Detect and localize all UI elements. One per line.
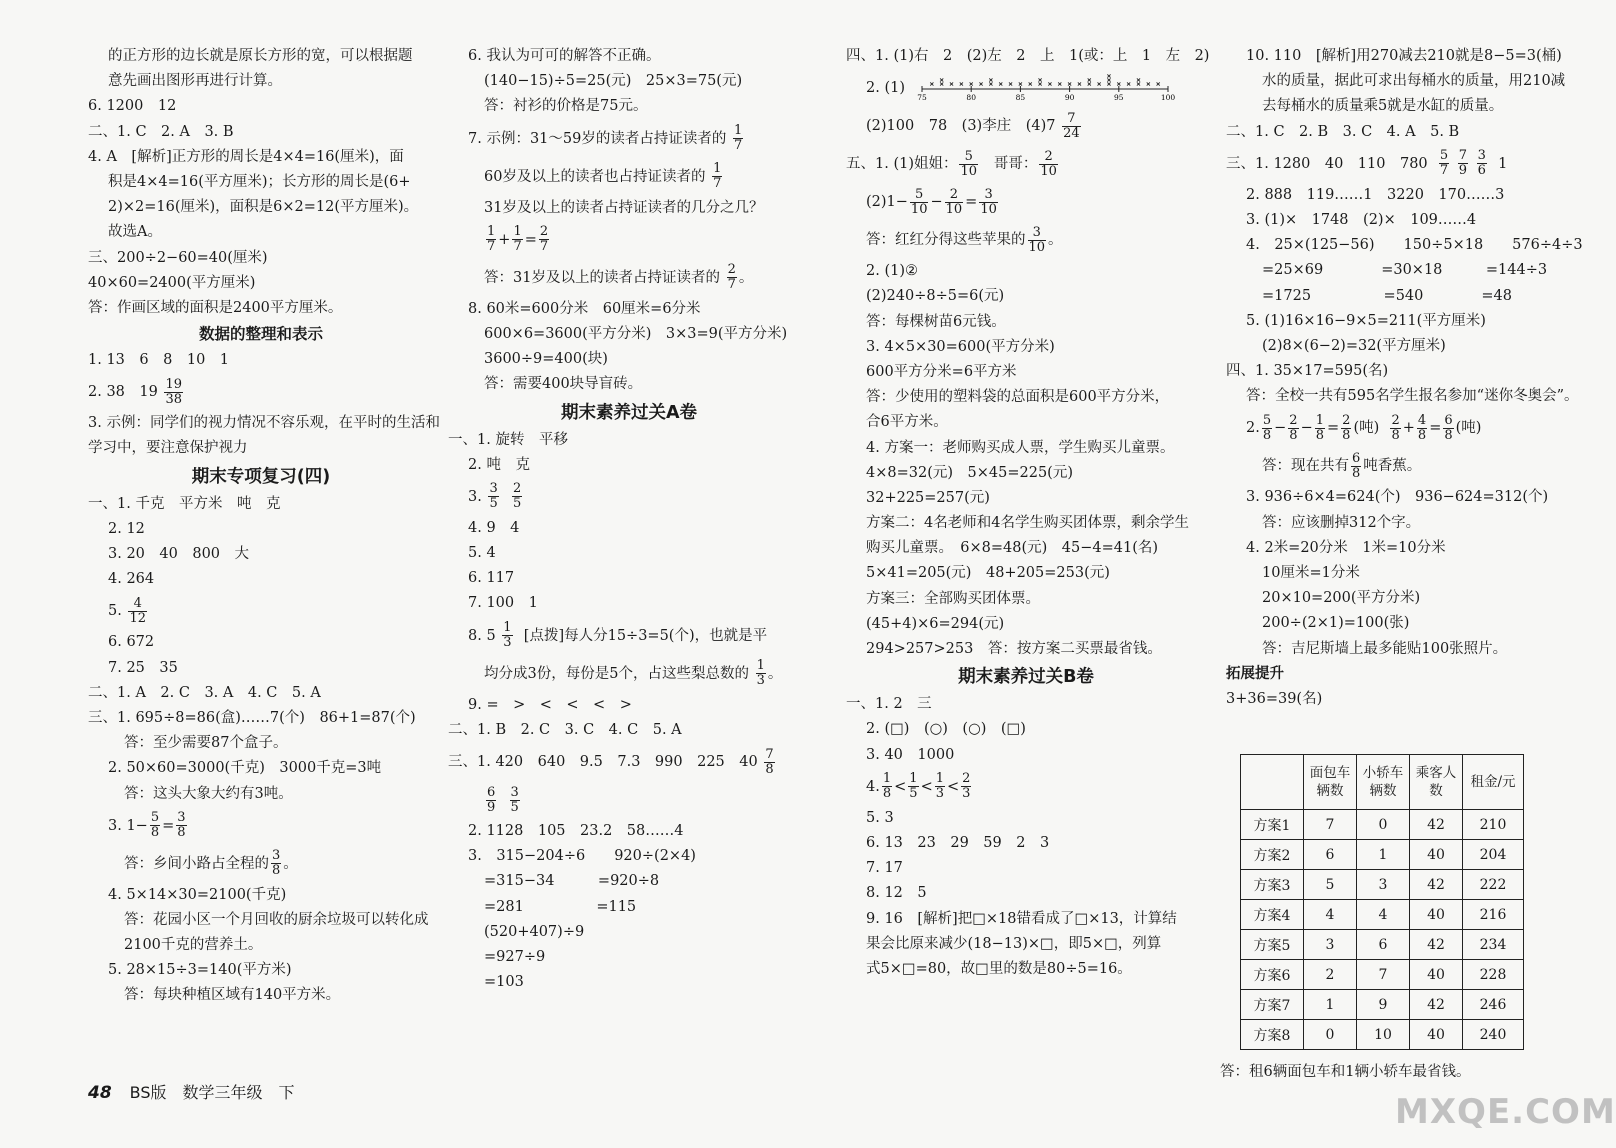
text-line: 4. 方案一：老师购买成人票，学生购买儿童票。 xyxy=(866,439,1175,456)
text-line: =1725 =540 =48 xyxy=(1262,287,1512,304)
table-cell: 5 xyxy=(1304,870,1357,900)
text-line: 2. 888 119……1 3220 170……3 xyxy=(1246,186,1505,203)
fraction: $\frac{4}{12}$ xyxy=(129,595,146,626)
footer-text: BS版 数学三年级 下 xyxy=(129,1083,295,1102)
fraction: $\frac{2}{8}$ xyxy=(1342,412,1351,443)
page-number: 48 xyxy=(88,1083,112,1103)
table-row xyxy=(1241,960,1524,990)
answer-text: (2)1− xyxy=(866,194,908,211)
fraction: $\frac{5}{8}$ xyxy=(1262,412,1272,443)
text-line: 3. 示例：同学们的视力情况不容乐观，在平时的生活和 xyxy=(88,415,440,432)
text-line: 5. 28×15÷3=140(平方米) xyxy=(108,962,292,979)
text-line: 10. 110 [解析]用270减去210就是8−5=3(桶) xyxy=(1246,48,1562,64)
text-line: 答：花园小区一个月回收的厨余垃圾可以转化成 xyxy=(124,911,429,928)
table-cell: 210 xyxy=(1463,810,1524,840)
text-line: 三、200÷2−60=40(厘米) xyxy=(88,249,268,266)
dot-plot-mark xyxy=(1068,83,1071,86)
text-line: 答：至少需要87个盒子。 xyxy=(124,735,288,752)
table-cell: 方案8 xyxy=(1241,1020,1304,1050)
axis-tick-label: 75 xyxy=(916,93,927,103)
text-line: 4. 9 4 xyxy=(468,519,520,536)
table-cell: 0 xyxy=(1357,810,1410,840)
text-line xyxy=(448,617,810,655)
text-line: 6. 我认为可可的解答不正确。 xyxy=(468,48,661,64)
fraction: $\frac{1}{5}$ xyxy=(909,771,918,802)
text-line: 3. 1− $\frac{5}{8}$ = $\frac{3}{8}$ xyxy=(108,810,186,841)
text-line xyxy=(448,743,810,781)
text-line: 二、1. C 2. A 3. B xyxy=(88,123,234,140)
text-line: 10厘米=1分米 xyxy=(1262,565,1360,581)
axis-tick-label: 100 xyxy=(1160,93,1175,103)
dot-plot-mark xyxy=(989,83,992,86)
table-cell: 216 xyxy=(1463,900,1524,930)
text-line: 2. $\frac{5}{8}$ − $\frac{2}{8}$ − $\frac{1}{8}$ = $\frac{2}{8}$ (吨) $\frac{2}{8}$ + $\frac{4}{8}$ = $\frac{6}{8}$ (吨) xyxy=(1246,412,1482,443)
fraction: $\frac{5}{10}$ xyxy=(910,186,928,217)
punct: 。 xyxy=(767,665,783,682)
fraction: $\frac{5}{7}$ xyxy=(1439,148,1449,179)
fraction: $\frac{7}{8}$ xyxy=(765,746,774,777)
table-cell: 240 xyxy=(1463,1020,1524,1050)
text-line: $\frac{1}{7}$ + $\frac{1}{7}$ = $\frac{2}{7}$ xyxy=(487,224,549,255)
text-line: 2. 1128 105 23.2 58……4 xyxy=(468,823,684,839)
text-line: 的正方形的边长就是原长方形的宽，可以根据题 xyxy=(108,48,413,64)
fraction: $\frac{7}{24}$ xyxy=(1063,110,1080,141)
fraction: $\frac{1}{8}$ xyxy=(882,771,892,802)
dot-plot-mark xyxy=(1146,83,1149,86)
dot-plot-mark xyxy=(1156,83,1159,86)
dot-plot-mark xyxy=(1117,83,1120,86)
watermark-logo: MXQE.COM xyxy=(1395,1092,1616,1132)
text-line xyxy=(846,145,1206,183)
table-cell: 方案6 xyxy=(1241,960,1304,990)
dot-plot-mark xyxy=(930,83,933,86)
rental-plan-table xyxy=(1240,754,1524,1050)
text-line: 6. 117 xyxy=(468,570,515,587)
text-line: 7. 100 1 xyxy=(468,595,538,612)
table-cell: 1 xyxy=(1357,840,1410,870)
text-line: 1. 13 6 8 10 1 xyxy=(88,352,230,369)
text-line: 购买儿童票。 6×8=48(元) 45−4=41(名) xyxy=(866,540,1159,557)
text-line: 4. 264 xyxy=(108,571,155,588)
text-line: 4. 5×14×30=2100(千克) xyxy=(108,886,287,903)
fraction: $\frac{3}{6}$ xyxy=(1477,148,1486,179)
text-line: 方案三：全部购买团体票。 xyxy=(866,590,1040,607)
text-line: 8. 12 5 xyxy=(866,885,927,902)
text-line: (2)8×(6−2)=32(平方厘米) xyxy=(1262,337,1446,354)
table-cell: 204 xyxy=(1463,840,1524,870)
axis-tick-label: 85 xyxy=(1015,93,1025,103)
dot-plot-mark xyxy=(1107,83,1110,86)
text-line: 3. 315−204÷6 920÷(2×4) xyxy=(468,848,696,865)
answer-text: 答：31岁及以上的读者占持证读者的 xyxy=(484,269,720,286)
answer-text: 3. xyxy=(468,488,482,505)
table-row xyxy=(1241,900,1524,930)
fraction: $\frac{5}{8}$ xyxy=(150,810,160,841)
text-line: 答：这头大象大约有3吨。 xyxy=(124,785,293,802)
text-line: 答：作画区域的面积是2400平方厘米。 xyxy=(88,299,343,316)
column-4 xyxy=(1226,44,1583,712)
answer-text: 3. 1− xyxy=(108,817,148,834)
text-line: =103 xyxy=(484,974,524,991)
table-row xyxy=(1241,1020,1524,1050)
text-line: 答：衬衫的价格是75元。 xyxy=(484,98,648,115)
text-line: 2. 12 xyxy=(108,520,145,537)
text-line: 一、1. 2 三 xyxy=(846,696,932,713)
table-cell: 6 xyxy=(1304,840,1357,870)
final-answer: 答：租6辆面包车和1辆小轿车最省钱。 xyxy=(1220,1064,1471,1080)
fraction: $\frac{2}{5}$ xyxy=(512,481,522,512)
table-cell: 2 xyxy=(1304,960,1357,990)
text-line: 2)×2=16(厘米)，面积是6×2=12(平方厘米)。 xyxy=(108,199,419,216)
table-cell: 246 xyxy=(1463,990,1524,1020)
text-line: 600×6=3600(平方分米) 3×3=9(平方分米) xyxy=(484,325,788,342)
table-cell: 4 xyxy=(1357,900,1410,930)
fraction: $\frac{1}{3}$ xyxy=(935,771,944,802)
section-title: 期末专项复习(四) xyxy=(191,466,331,487)
table-cell: 234 xyxy=(1463,930,1524,960)
answer-text: [点拨]每人分15÷3=5(个)，也就是平 xyxy=(523,627,768,644)
text-line xyxy=(448,655,810,693)
table-cell: 9 xyxy=(1357,990,1410,1020)
text-line: 3+36=39(名) xyxy=(1226,690,1323,707)
answer-text: 2. xyxy=(1246,420,1260,437)
table-cell: 42 xyxy=(1410,870,1463,900)
dot-plot-mark xyxy=(940,79,943,82)
text-line: (2)1− $\frac{5}{10}$ − $\frac{2}{10}$ = $\frac{3}{10}$ xyxy=(866,186,997,217)
answer-text: 答：红红分得这些苹果的 xyxy=(866,232,1026,249)
text-line: 9. 16 [解析]把□×18错看成了□×13，计算结 xyxy=(866,910,1177,927)
dot-plot-mark xyxy=(1058,83,1061,86)
text-line xyxy=(448,259,810,297)
table-cell: 方案7 xyxy=(1241,990,1304,1020)
text-line: 3. (1)× 1748 (2)× 109……4 xyxy=(1246,211,1477,228)
unit: 吨香蕉。 xyxy=(1363,458,1422,475)
fraction: $\frac{2}{7}$ xyxy=(539,224,549,255)
table-cell: 42 xyxy=(1410,810,1463,840)
table-cell: 方案5 xyxy=(1241,930,1304,960)
dot-plot-mark xyxy=(1018,83,1021,86)
axis-tick-label: 90 xyxy=(1064,93,1074,103)
table-header: 面包车辆数 xyxy=(1304,755,1357,810)
fraction: $\frac{5}{10}$ xyxy=(960,148,978,179)
text-line: 合6平方米。 xyxy=(866,414,948,431)
answer-text: 8. 5 xyxy=(468,627,496,644)
text-line: 答：每块种植区域有140平方米。 xyxy=(124,987,341,1004)
fraction: $\frac{4}{8}$ xyxy=(1417,412,1427,443)
dot-plot-mark xyxy=(989,79,992,82)
text-line: 果会比原来减少(18−13)×□，即5×□，列算 xyxy=(866,935,1162,952)
table-cell: 6 xyxy=(1357,930,1410,960)
table-cell: 222 xyxy=(1463,870,1524,900)
text-line xyxy=(448,781,810,819)
dot-plot-mark xyxy=(1087,83,1090,86)
text-line: 答：需要400块导盲砖。 xyxy=(484,376,643,393)
table-cell: 7 xyxy=(1304,810,1357,840)
dot-plot-mark xyxy=(969,83,972,86)
text-line: 6. 1200 12 xyxy=(88,98,177,115)
text-line: 4×8=32(元) 5×45=225(元) xyxy=(866,464,1073,481)
fraction: $\frac{6}{8}$ xyxy=(1352,450,1361,481)
text-line: 三、1. 1280 40 110 780 $\frac{5}{7}$ $\frac{7}{9}$ $\frac{3}{6}$ 1 xyxy=(1226,148,1508,179)
text-line: 去每桶水的质量乘5就是水缸的质量。 xyxy=(1262,98,1504,115)
text-line: 600平方分米=6平方米 xyxy=(866,363,1017,380)
text-line xyxy=(846,69,1206,107)
fraction: $\frac{7}{9}$ xyxy=(1458,148,1468,179)
fraction: $\frac{1}{7}$ xyxy=(513,224,522,255)
answer-text: 2. (1) xyxy=(866,80,905,97)
text-line: (520+407)÷9 xyxy=(484,923,585,940)
text-line xyxy=(448,158,810,196)
table-row xyxy=(1241,930,1524,960)
section-title: 期末素养过关A卷 xyxy=(560,402,698,423)
answer-text: 5. xyxy=(108,603,122,620)
text-line: 4. $\frac{1}{8}$ < $\frac{1}{5}$ < $\frac{1}{3}$ < $\frac{2}{3}$ xyxy=(866,771,971,802)
table-cell: 40 xyxy=(1410,840,1463,870)
text-line: 2. 50×60=3000(千克) 3000千克=3吨 xyxy=(108,760,382,777)
fraction: $\frac{3}{5}$ xyxy=(489,481,498,512)
text-line: 答：全校一共有595名学生报名参加“迷你冬奥会”。 xyxy=(1246,388,1579,405)
punct: 。 xyxy=(1048,232,1063,249)
punct: 。 xyxy=(283,855,298,872)
text-line: 2. (1)② xyxy=(866,263,918,280)
dot-plot-mark xyxy=(1097,83,1100,86)
section-title: 数据的整理和表示 xyxy=(198,325,323,344)
answer-text: 均分成3份，每份是5个，占这些梨总数的 xyxy=(484,665,749,682)
text-line: 方案二：4名老师和4名学生购买团体票，剩余学生 xyxy=(866,515,1189,532)
text-line xyxy=(448,120,810,158)
text-line: =927÷9 xyxy=(484,948,546,965)
text-line: 5. 3 xyxy=(866,809,894,826)
table-cell: 方案2 xyxy=(1241,840,1304,870)
text-line: 2. (□) (○) (○) (□) xyxy=(866,721,1026,738)
text-line: 四、1. (1)右 2 (2)左 2 上 1(或：上 1 左 2) xyxy=(846,48,1210,64)
fraction: $\frac{1}{3}$ xyxy=(503,620,512,651)
text-line: 5×41=205(元) 48+205=253(元) xyxy=(866,565,1110,582)
fraction: $\frac{2}{7}$ xyxy=(727,262,736,293)
text-line: 6. 672 xyxy=(108,634,155,651)
table-row xyxy=(1241,870,1524,900)
text-line: 3. 936÷6×4=624(个) 936−624=312(个) xyxy=(1246,489,1549,506)
fraction: $\frac{1}{3}$ xyxy=(756,658,765,689)
answer-text: (2)100 78 (3)李庄 (4)7 xyxy=(866,118,1056,135)
table-cell: 3 xyxy=(1357,870,1410,900)
text-line: 5. (1)16×16−9×5=211(平方厘米) xyxy=(1246,312,1486,329)
column-1 xyxy=(88,44,440,1009)
text-line: 故选A。 xyxy=(108,224,162,241)
fraction: $\frac{3}{8}$ xyxy=(272,848,281,879)
text-line: 答：吉尼斯墙上最多能贴100张照片。 xyxy=(1262,640,1508,657)
fraction: $\frac{2}{10}$ xyxy=(945,186,963,217)
fraction: $\frac{1}{7}$ xyxy=(713,161,722,192)
table-row xyxy=(1241,840,1524,870)
table-cell: 方案1 xyxy=(1241,810,1304,840)
text-line: 2100千克的营养土。 xyxy=(124,937,263,954)
dot-plot-number-line xyxy=(910,75,1175,103)
text-line: 水的质量，据此可求出每桶水的质量，用210减 xyxy=(1262,73,1566,90)
answer-text: 三、1. 1280 40 110 780 xyxy=(1226,155,1428,172)
dot-plot-mark xyxy=(950,83,953,86)
dot-plot-mark xyxy=(1136,83,1139,86)
unit: (吨) xyxy=(1353,420,1380,437)
table-cell: 40 xyxy=(1410,960,1463,990)
dot-plot-mark xyxy=(1127,83,1130,86)
dot-plot-mark xyxy=(959,83,962,86)
section-title: 拓展提升 xyxy=(1226,665,1284,682)
answer-text: 答：乡间小路占全程的 xyxy=(124,855,269,872)
axis-tick-label: 80 xyxy=(966,93,976,103)
fraction: $\frac{1}{8}$ xyxy=(1315,412,1324,443)
text-line: 32+225=257(元) xyxy=(866,489,990,506)
text-line: 294>257>253 答：按方案二买票最省钱。 xyxy=(866,641,1162,657)
dot-plot-mark xyxy=(1107,75,1110,78)
text-line: 积是4×4=16(平方厘米)；长方形的周长是(6+ xyxy=(108,173,411,190)
table-header: 租金/元 xyxy=(1463,755,1524,810)
fraction: $\frac{3}{10}$ xyxy=(980,186,997,217)
text-line: 式5×□=80，故□里的数是80÷5=16。 xyxy=(866,960,1132,977)
dot-plot-mark xyxy=(1107,79,1110,82)
dot-plot-mark xyxy=(1038,83,1041,86)
text-line: 答：少使用的塑料袋的总面积是600平方分米， xyxy=(866,389,1170,406)
fraction: $\frac{3}{5}$ xyxy=(510,784,519,815)
table-cell: 方案3 xyxy=(1241,870,1304,900)
table-header xyxy=(1241,755,1304,810)
table-cell: 42 xyxy=(1410,930,1463,960)
table-cell: 1 xyxy=(1304,990,1357,1020)
text-line xyxy=(448,478,810,516)
text-line: 3. 4×5×30=600(平方分米) xyxy=(866,338,1055,355)
text-line: 意先画出图形再进行计算。 xyxy=(108,73,282,90)
table-cell: 0 xyxy=(1304,1020,1357,1050)
text-line: 答：应该删掉312个字。 xyxy=(1262,514,1421,531)
table-cell: 40 xyxy=(1410,1020,1463,1050)
table-cell: 4 xyxy=(1304,900,1357,930)
dot-plot-mark xyxy=(1038,79,1041,82)
text-line: 200÷(2×1)=100(张) xyxy=(1262,615,1410,632)
text-line xyxy=(846,221,1206,259)
punct: 。 xyxy=(738,269,754,286)
axis-tick-label: 95 xyxy=(1113,93,1124,103)
dot-plot-mark xyxy=(1087,79,1090,82)
text-line: 2. 吨 克 xyxy=(468,456,530,473)
text-line: 8. 60米=600分米 60厘米=6分米 xyxy=(468,300,701,317)
table-cell: 10 xyxy=(1357,1020,1410,1050)
fraction: $\frac{19}{38}$ xyxy=(165,376,183,407)
answer-text: 哥哥： xyxy=(993,156,1038,173)
text-line: 9. = > < < < > xyxy=(468,696,632,713)
answer-text: 答：现在共有 xyxy=(1262,458,1349,475)
text-line: 4. A [解析]正方形的周长是4×4=16(厘米)，面 xyxy=(88,148,404,165)
fraction: $\frac{3}{10}$ xyxy=(1028,224,1046,255)
fraction: $\frac{1}{7}$ xyxy=(487,224,496,255)
text-line: 4. 2米=20分米 1米=10分米 xyxy=(1246,539,1446,556)
text-line: (2)240÷8÷5=6(元) xyxy=(866,288,1005,305)
fraction: $\frac{3}{8}$ xyxy=(177,810,186,841)
answer-text: 三、1. 420 640 9.5 7.3 990 225 40 xyxy=(448,754,758,770)
fraction: $\frac{6}{9}$ xyxy=(487,784,496,815)
column-3 xyxy=(846,44,1210,982)
dot-plot-mark xyxy=(1048,83,1051,86)
text-line xyxy=(88,845,434,883)
text-line: 一、1. 旋转 平移 xyxy=(448,431,568,448)
answer-text: 60岁及以上的读者也占持证读者的 xyxy=(484,168,706,185)
answer-text: 7. 示例：31～59岁的读者占持证读者的 xyxy=(468,130,727,147)
fraction: $\frac{2}{8}$ xyxy=(1391,412,1400,443)
answer-text: 4. xyxy=(866,778,880,795)
text-line: 二、1. C 2. B 3. C 4. A 5. B xyxy=(1226,123,1460,140)
table-header-row xyxy=(1241,755,1524,810)
text-line: 6. 13 23 29 59 2 3 xyxy=(866,834,1050,851)
table-row xyxy=(1241,810,1524,840)
text-line: 5. 4 xyxy=(468,545,496,562)
fraction: $\frac{1}{7}$ xyxy=(733,123,743,154)
text-line xyxy=(88,592,434,630)
text-line xyxy=(1226,447,1572,485)
text-line: =281 =115 xyxy=(484,898,637,915)
table-header: 乘客人数 xyxy=(1410,755,1463,810)
fraction: $\frac{2}{3}$ xyxy=(962,771,971,802)
dot-plot-mark xyxy=(1009,83,1012,86)
dot-plot-mark xyxy=(1077,83,1080,86)
table-cell: 7 xyxy=(1357,960,1410,990)
dot-plot-mark xyxy=(999,83,1002,86)
dot-plot-mark xyxy=(940,83,943,86)
text-line: 4. 25×(125−56) 150÷5×18 576÷4÷3 xyxy=(1246,237,1583,254)
text-line: 20×10=200(平方分米) xyxy=(1262,590,1421,607)
table-cell: 40 xyxy=(1410,900,1463,930)
fraction: $\frac{2}{10}$ xyxy=(1040,148,1057,179)
text-line: 40×60=2400(平方厘米) xyxy=(88,274,256,291)
dot-plot-mark xyxy=(1028,83,1031,86)
text-line: 二、1. A 2. C 3. A 4. C 5. A xyxy=(88,684,321,701)
section-title: 期末素养过关B卷 xyxy=(958,667,1094,688)
text-line: 三、1. 695÷8=86(盒)……7(个) 86+1=87(个) xyxy=(88,709,416,726)
column-2 xyxy=(448,44,810,995)
dot-plot-mark xyxy=(1136,79,1139,82)
table-cell: 42 xyxy=(1410,990,1463,1020)
dot-plot-mark xyxy=(979,83,982,86)
text-line: (140−15)÷5=25(元) 25×3=75(元) xyxy=(484,73,743,90)
unit: (吨) xyxy=(1455,420,1482,437)
text-line: 31岁及以上的读者占持证读者的几分之几？ xyxy=(484,199,764,216)
text-line: 一、1. 千克 平方米 吨 克 xyxy=(88,495,281,512)
table-row xyxy=(1241,990,1524,1020)
fraction: $\frac{2}{8}$ xyxy=(1289,412,1298,443)
text-line: 二、1. B 2. C 3. C 4. C 5. A xyxy=(448,721,682,738)
text-line: 7. 17 xyxy=(866,860,903,877)
table-header: 小轿车辆数 xyxy=(1357,755,1410,810)
table-cell: 3 xyxy=(1304,930,1357,960)
text-line xyxy=(88,373,434,411)
table-cell: 228 xyxy=(1463,960,1524,990)
text-line: 3. 20 40 800 大 xyxy=(108,546,250,562)
answer-text: 2. 38 19 xyxy=(88,384,158,401)
text-line: =315−34 =920÷8 xyxy=(484,873,660,890)
text-line: 四、1. 35×17=595(名) xyxy=(1226,363,1389,380)
fraction: $\frac{6}{8}$ xyxy=(1444,412,1453,443)
text-line: 3600÷9=400(块) xyxy=(484,351,608,368)
text-line: 7. 25 35 xyxy=(108,659,178,676)
text-line: 3. 40 1000 xyxy=(866,746,955,763)
text-line: =25×69 =30×18 =144÷3 xyxy=(1262,262,1548,279)
text-line: 学习中，要注意保护视力 xyxy=(88,440,248,457)
table-cell: 方案4 xyxy=(1241,900,1304,930)
text-line: (45+4)×6=294(元) xyxy=(866,615,1005,632)
page-footer xyxy=(88,1080,295,1103)
answer-text: 五、1. (1)姐姐： xyxy=(846,156,958,173)
text-line: 答：每棵树苗6元钱。 xyxy=(866,313,1006,330)
text-line xyxy=(846,107,1206,145)
